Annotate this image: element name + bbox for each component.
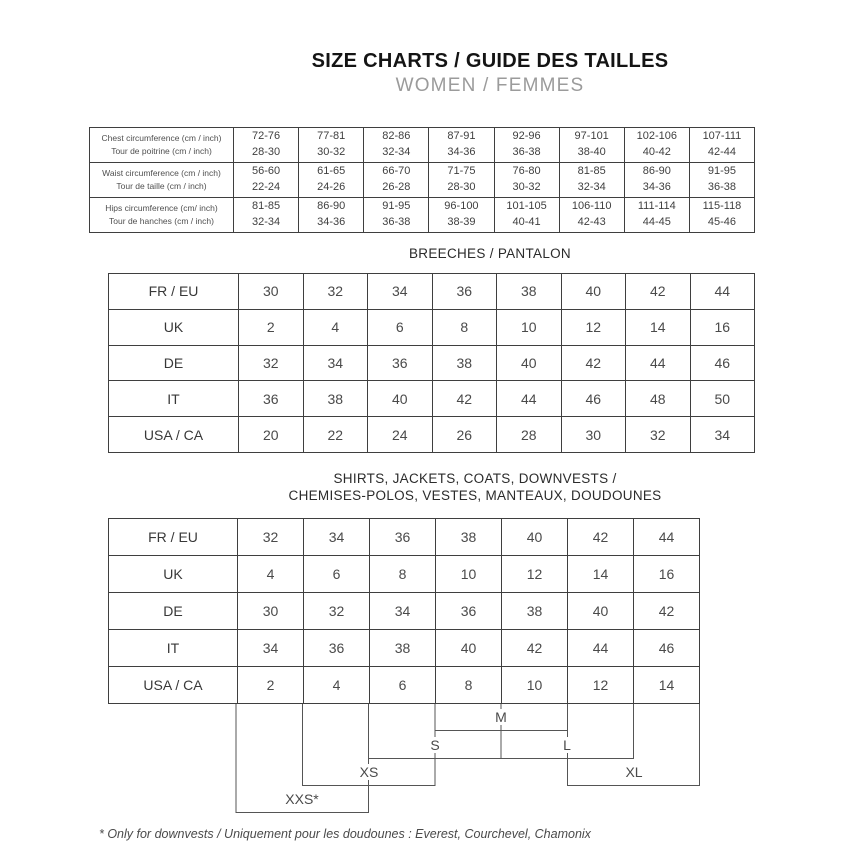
measurement-cell: [429, 163, 494, 198]
bracket-label-l: L: [560, 737, 574, 753]
size-cell: 42: [502, 630, 568, 667]
inch-range: 30-32: [512, 181, 541, 193]
label-fr: Tour de taille (cm / inch): [116, 181, 207, 191]
inch-range: 36-38: [512, 146, 541, 158]
size-cell: 8: [432, 309, 497, 345]
size-cell: 32: [303, 274, 368, 310]
cm-range: 115-118: [702, 200, 742, 213]
cm-range: 56-60: [251, 165, 281, 178]
body-measurements-table: [89, 127, 755, 233]
measurement-cell: [624, 198, 689, 233]
size-cell: 6: [304, 556, 370, 593]
size-cell: 6: [370, 667, 436, 704]
size-cell: 42: [432, 381, 497, 417]
cm-range: 106-110: [571, 200, 612, 213]
inch-range: 32-34: [382, 146, 411, 158]
inch-range: 32-34: [577, 181, 606, 193]
inch-range: 40-41: [512, 216, 541, 228]
size-cell: 6: [368, 309, 433, 345]
size-cell: 10: [436, 556, 502, 593]
size-row-label: UK: [109, 309, 239, 345]
size-cell: 14: [626, 309, 691, 345]
measurement-row: [90, 163, 755, 198]
measurement-row: [90, 128, 755, 163]
size-cell: 38: [502, 593, 568, 630]
size-cell: 26: [432, 417, 497, 453]
measurement-row-label: [90, 128, 234, 163]
size-cell: 38: [497, 274, 562, 310]
label-fr: Tour de poitrine (cm / inch): [111, 146, 212, 156]
bracket-label-xl: XL: [622, 764, 645, 780]
label-fr: Tour de hanches (cm / inch): [109, 216, 214, 226]
size-cell: 32: [304, 593, 370, 630]
size-cell: 34: [304, 519, 370, 556]
size-row-label: FR / EU: [109, 519, 238, 556]
size-cell: 16: [634, 556, 700, 593]
size-cell: 40: [436, 630, 502, 667]
cm-range: 111-114: [637, 200, 676, 213]
size-row-label: USA / CA: [109, 667, 238, 704]
size-cell: 38: [436, 519, 502, 556]
cm-range: 91-95: [707, 165, 736, 178]
measurement-cell: [689, 198, 754, 233]
size-cell: 40: [368, 381, 433, 417]
inch-range: 30-32: [317, 146, 346, 158]
measurement-cell: [299, 198, 364, 233]
size-cell: 14: [568, 556, 634, 593]
size-cell: 34: [690, 417, 755, 453]
size-cell: 4: [303, 309, 368, 345]
inch-range: 22-24: [251, 181, 281, 193]
size-row-label: DE: [109, 345, 239, 381]
size-cell: 46: [561, 381, 626, 417]
inch-range: 34-36: [317, 216, 346, 228]
measurement-cell: [234, 198, 299, 233]
measurement-row: [90, 198, 755, 233]
inch-range: 34-36: [447, 146, 476, 158]
cm-range: 61-65: [317, 165, 346, 178]
measurement-cell: [299, 163, 364, 198]
cm-range: 82-86: [382, 130, 411, 143]
cm-range: 102-106: [636, 130, 677, 143]
size-cell: 30: [561, 417, 626, 453]
size-cell: 30: [239, 274, 304, 310]
measurement-cell: [624, 128, 689, 163]
size-cell: 38: [370, 630, 436, 667]
measurement-cell: [299, 128, 364, 163]
inch-range: 45-46: [707, 216, 736, 228]
shirts-section-title: [92, 471, 858, 504]
size-row: [109, 556, 700, 593]
size-row-label: UK: [109, 556, 238, 593]
size-cell: 40: [561, 274, 626, 310]
measurement-cell: [559, 163, 624, 198]
bracket-label-xs: XS: [357, 764, 382, 780]
cm-range: 72-76: [251, 130, 281, 143]
inch-range: 36-38: [707, 181, 736, 193]
size-row: [109, 667, 700, 704]
cm-range: 86-90: [317, 200, 346, 213]
size-row-label: IT: [109, 630, 238, 667]
measurement-cell: [234, 163, 299, 198]
label-en: Waist circumference (cm / inch): [102, 168, 221, 179]
size-cell: 46: [690, 345, 755, 381]
size-cell: 28: [497, 417, 562, 453]
size-cell: 42: [568, 519, 634, 556]
footnote: * Only for downvests / Uniquement pour les doudounes : Everest, Courchevel, Chamonix: [99, 827, 591, 841]
size-cell: 42: [634, 593, 700, 630]
size-cell: 12: [561, 309, 626, 345]
cm-range: 107-111: [702, 130, 742, 143]
cm-range: 101-105: [506, 200, 547, 213]
shirts-size-table: [108, 518, 700, 704]
bracket-label-s: S: [427, 737, 442, 753]
cm-range: 77-81: [317, 130, 346, 143]
size-cell: 34: [238, 630, 304, 667]
measurement-cell: [559, 128, 624, 163]
size-cell: 24: [368, 417, 433, 453]
measurement-row-label: [90, 163, 234, 198]
measurement-row-label: [90, 198, 234, 233]
size-cell: 50: [690, 381, 755, 417]
measurement-cell: [234, 128, 299, 163]
measurement-cell: [624, 163, 689, 198]
size-cell: 10: [497, 309, 562, 345]
size-cell: 14: [634, 667, 700, 704]
size-row: [109, 630, 700, 667]
breeches-size-table: [108, 273, 755, 453]
inch-range: 24-26: [317, 181, 346, 193]
shirts-title-line1: SHIRTS, JACKETS, COATS, DOWNVESTS /: [333, 471, 617, 486]
cm-range: 97-101: [574, 130, 609, 143]
size-cell: 40: [568, 593, 634, 630]
size-cell: 36: [304, 630, 370, 667]
inch-range: 38-40: [577, 146, 606, 158]
size-row: [109, 345, 755, 381]
measurement-cell: [364, 128, 429, 163]
inch-range: 28-30: [447, 181, 476, 193]
size-cell: 42: [561, 345, 626, 381]
size-row: [109, 309, 755, 345]
size-bracket-diagram: [108, 704, 702, 816]
size-cell: 22: [303, 417, 368, 453]
inch-range: 38-39: [447, 216, 476, 228]
size-cell: 30: [238, 593, 304, 630]
size-row-label: DE: [109, 593, 238, 630]
size-cell: 12: [502, 556, 568, 593]
measurement-cell: [364, 198, 429, 233]
cm-range: 71-75: [447, 165, 476, 178]
cm-range: 86-90: [642, 165, 671, 178]
size-cell: 2: [238, 667, 304, 704]
measurement-cell: [429, 198, 494, 233]
size-cell: 48: [626, 381, 691, 417]
cm-range: 66-70: [382, 165, 411, 178]
size-cell: 34: [370, 593, 436, 630]
title-block: [122, 50, 858, 97]
size-cell: 20: [239, 417, 304, 453]
size-cell: 38: [303, 381, 368, 417]
size-cell: 36: [368, 345, 433, 381]
inch-range: 44-45: [642, 216, 671, 228]
size-row-label: IT: [109, 381, 239, 417]
size-row: [109, 274, 755, 310]
measurement-cell: [494, 163, 559, 198]
size-cell: 36: [370, 519, 436, 556]
size-cell: 38: [432, 345, 497, 381]
bracket-label-m: M: [492, 709, 510, 725]
size-row: [109, 519, 700, 556]
size-cell: 32: [239, 345, 304, 381]
cm-range: 81-85: [251, 200, 281, 213]
inch-range: 42-43: [577, 216, 606, 228]
size-cell: 44: [626, 345, 691, 381]
size-cell: 2: [239, 309, 304, 345]
size-cell: 10: [502, 667, 568, 704]
cm-range: 96-100: [444, 200, 479, 213]
size-cell: 44: [568, 630, 634, 667]
inch-range: 26-28: [382, 181, 411, 193]
size-cell: 40: [502, 519, 568, 556]
size-row: [109, 381, 755, 417]
size-cell: 46: [634, 630, 700, 667]
size-cell: 32: [626, 417, 691, 453]
inch-range: 32-34: [251, 216, 281, 228]
cm-range: 87-91: [447, 130, 476, 143]
size-cell: 36: [239, 381, 304, 417]
size-row: [109, 593, 700, 630]
size-cell: 4: [304, 667, 370, 704]
size-cell: 16: [690, 309, 755, 345]
measurement-cell: [494, 128, 559, 163]
inch-range: 28-30: [251, 146, 281, 158]
inch-range: 40-42: [642, 146, 671, 158]
measurement-cell: [689, 163, 754, 198]
cm-range: 76-80: [512, 165, 541, 178]
size-cell: 44: [690, 274, 755, 310]
size-cell: 44: [497, 381, 562, 417]
bracket-label-xxs: XXS*: [282, 791, 321, 807]
size-cell: 8: [370, 556, 436, 593]
size-row: [109, 417, 755, 453]
breeches-section-title: BREECHES / PANTALON: [409, 246, 571, 261]
page-subtitle: WOMEN / FEMMES: [395, 75, 585, 96]
cm-range: 92-96: [512, 130, 541, 143]
label-en: Chest circumference (cm / inch): [101, 133, 222, 144]
size-cell: 42: [626, 274, 691, 310]
size-row-label: USA / CA: [109, 417, 239, 453]
page-title: SIZE CHARTS / GUIDE DES TAILLES: [311, 50, 669, 72]
size-cell: 44: [634, 519, 700, 556]
size-cell: 36: [432, 274, 497, 310]
size-cell: 32: [238, 519, 304, 556]
measurement-cell: [559, 198, 624, 233]
cm-range: 91-95: [382, 200, 411, 213]
measurement-cell: [364, 163, 429, 198]
size-cell: 34: [303, 345, 368, 381]
size-row-label: FR / EU: [109, 274, 239, 310]
inch-range: 34-36: [642, 181, 671, 193]
inch-range: 42-44: [707, 146, 736, 158]
size-cell: 36: [436, 593, 502, 630]
measurement-cell: [689, 128, 754, 163]
size-cell: 12: [568, 667, 634, 704]
size-cell: 40: [497, 345, 562, 381]
measurement-cell: [494, 198, 559, 233]
size-cell: 34: [368, 274, 433, 310]
size-cell: 4: [238, 556, 304, 593]
size-cell: 8: [436, 667, 502, 704]
shirts-title-line2: CHEMISES-POLOS, VESTES, MANTEAUX, DOUDOUNES: [288, 487, 662, 503]
label-en: Hips circumference (cm/ inch): [105, 203, 218, 214]
measurement-cell: [429, 128, 494, 163]
cm-range: 81-85: [577, 165, 606, 178]
inch-range: 36-38: [382, 216, 411, 228]
